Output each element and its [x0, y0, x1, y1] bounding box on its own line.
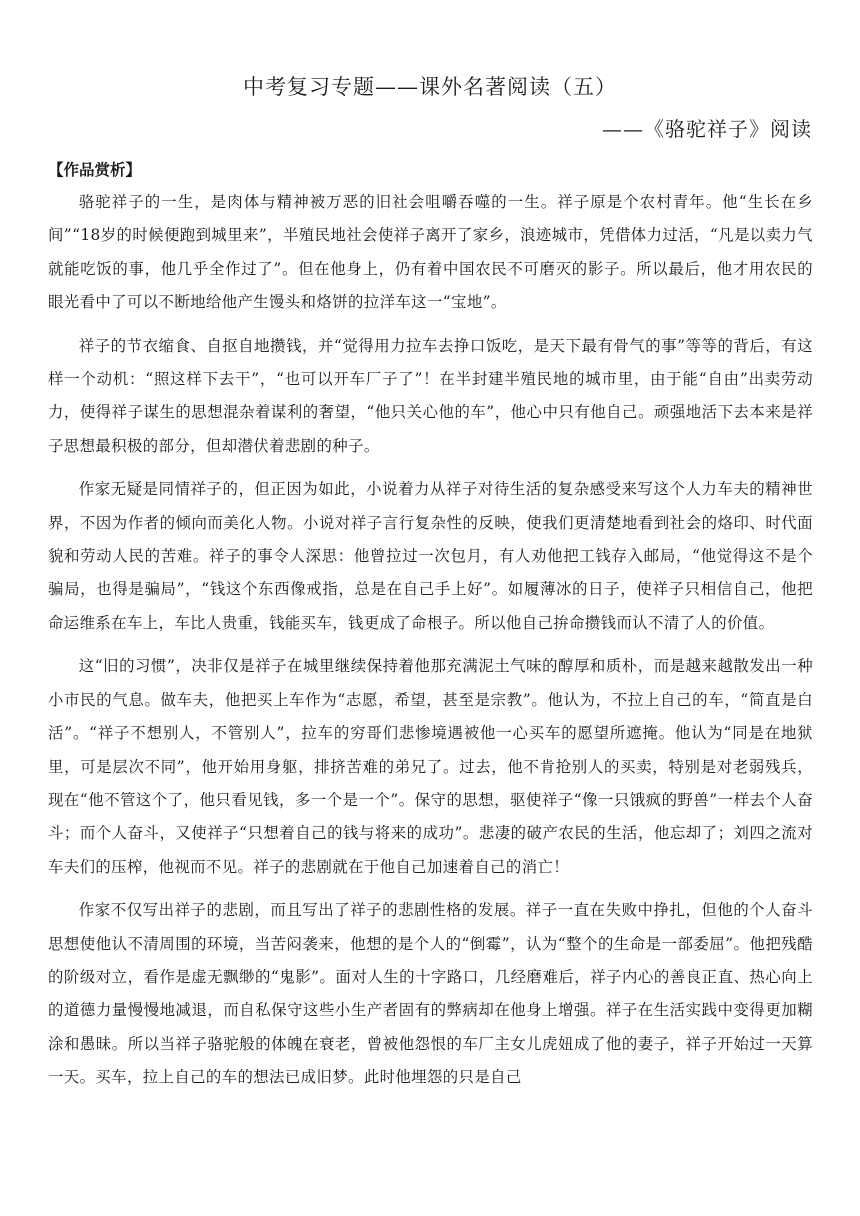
section-heading: 【作品赏析】	[48, 161, 142, 179]
paragraph-2: 祥子的节衣缩食、自抠自地攒钱，并“觉得用力拉车去挣口饭吃，是天下最有骨气的事”等等的背后，有这样一个动机：“照这样下去干”，“也可以开车厂子了”！在半封建半殖民地的城市里，由于能“自由”出卖劳动力，使得祥子谋生的思想混杂着谋利的奢望，“他只关心他的车”，他心中只有他自己。顽强地活下去本来是祥子思想最积极的部分，但却潜伏着悲剧的种子。	[48, 336, 813, 455]
document-subtitle: ——《骆驼祥子》阅读	[602, 117, 812, 141]
document-title: 中考复习专题——课外名著阅读（五）	[243, 75, 617, 99]
paragraph-5: 作家不仅写出祥子的悲剧，而且写出了祥子的悲剧性格的发展。祥子一直在失败中挣扎，但他的个人奋斗思想使他认不清周围的环境，当苦闷袭来，他想的是个人的“倒霉”，认为“整个的生命是一部委屈”。他把残酷的阶级对立，看作是虚无飘缈的“鬼影”。面对人生的十字路口，几经磨难后，祥子内心的善良正直、热心向上的道德力量慢慢地减退，而自私保守这些小生产者固有的弊病却在他身上增强。祥子在生活实践中变得更加糊涂和愚昧。所以当祥子骆驼般的体魄在衰老，曾被他怨恨的车厂主女儿虎妞成了他的妻子，祥子开始过一天算一天。买车，拉上自己的车的想法已成旧梦。此时他埋怨的只是自己	[48, 901, 813, 1087]
paragraph-3: 作家无疑是同情祥子的，但正因为如此，小说着力从祥子对待生活的复杂感受来写这个人力车夫的精神世界，不因为作者的倾向而美化人物。小说对祥子言行复杂性的反映，使我们更清楚地看到社会的烙印、时代面貌和劳动人民的苦难。祥子的事令人深思：他曾拉过一次包月，有人劝他把工钱存入邮局，“他觉得这不是个骗局，也得是骗局”，“钱这个东西像戒指，总是在自己手上好”。如履薄冰的日子，使祥子只相信自己，他把命运维系在车上，车比人贵重，钱能买车，钱更成了命根子。所以他自己拚命攒钱而认不清了人的价值。	[48, 480, 813, 632]
body-text	[48, 186, 813, 1105]
paragraph-1: 骆驼祥子的一生，是肉体与精神被万恶的旧社会咀嚼吞噬的一生。祥子原是个农村青年。他“生长在乡间”“18岁的时候便跑到城里来”，半殖民地社会使祥子离开了家乡，浪迹城市，凭借体力过活，“凡是以卖力气就能吃饭的事，他几乎全作过了”。但在他身上，仍有着中国农民不可磨灭的影子。所以最后，他才用农民的眼光看中了可以不断地给他产生馒头和烙饼的拉洋车这一“宝地”。	[48, 193, 813, 312]
paragraph-4: 这“旧的习惯”，决非仅是祥子在城里继续保持着他那充满泥土气味的醇厚和质朴，而是越来越散发出一种小市民的气息。做车夫，他把买上车作为“志愿，希望，甚至是宗教”。他认为，不拉上自己的车，“简直是白活”。“祥子不想别人，不管别人”，拉车的穷哥们悲惨境遇被他一心买车的愿望所遮掩。他认为“同是在地狱里，可是层次不同”，他开始用身躯，排挤苦难的弟兄了。过去，他不肯抢别人的买卖，特别是对老弱残兵，现在“他不管这个了，他只看见钱，多一个是一个”。保守的思想，驱使祥子“像一只饿疯的野兽”一样去个人奋斗；而个人奋斗，又使祥子“只想着自己的钱与将来的成功”。悲凄的破产农民的生活，他忘却了；刘四之流对车夫们的压榨，他视而不见。祥子的悲剧就在于他自己加速着自己的消亡！	[48, 657, 813, 876]
